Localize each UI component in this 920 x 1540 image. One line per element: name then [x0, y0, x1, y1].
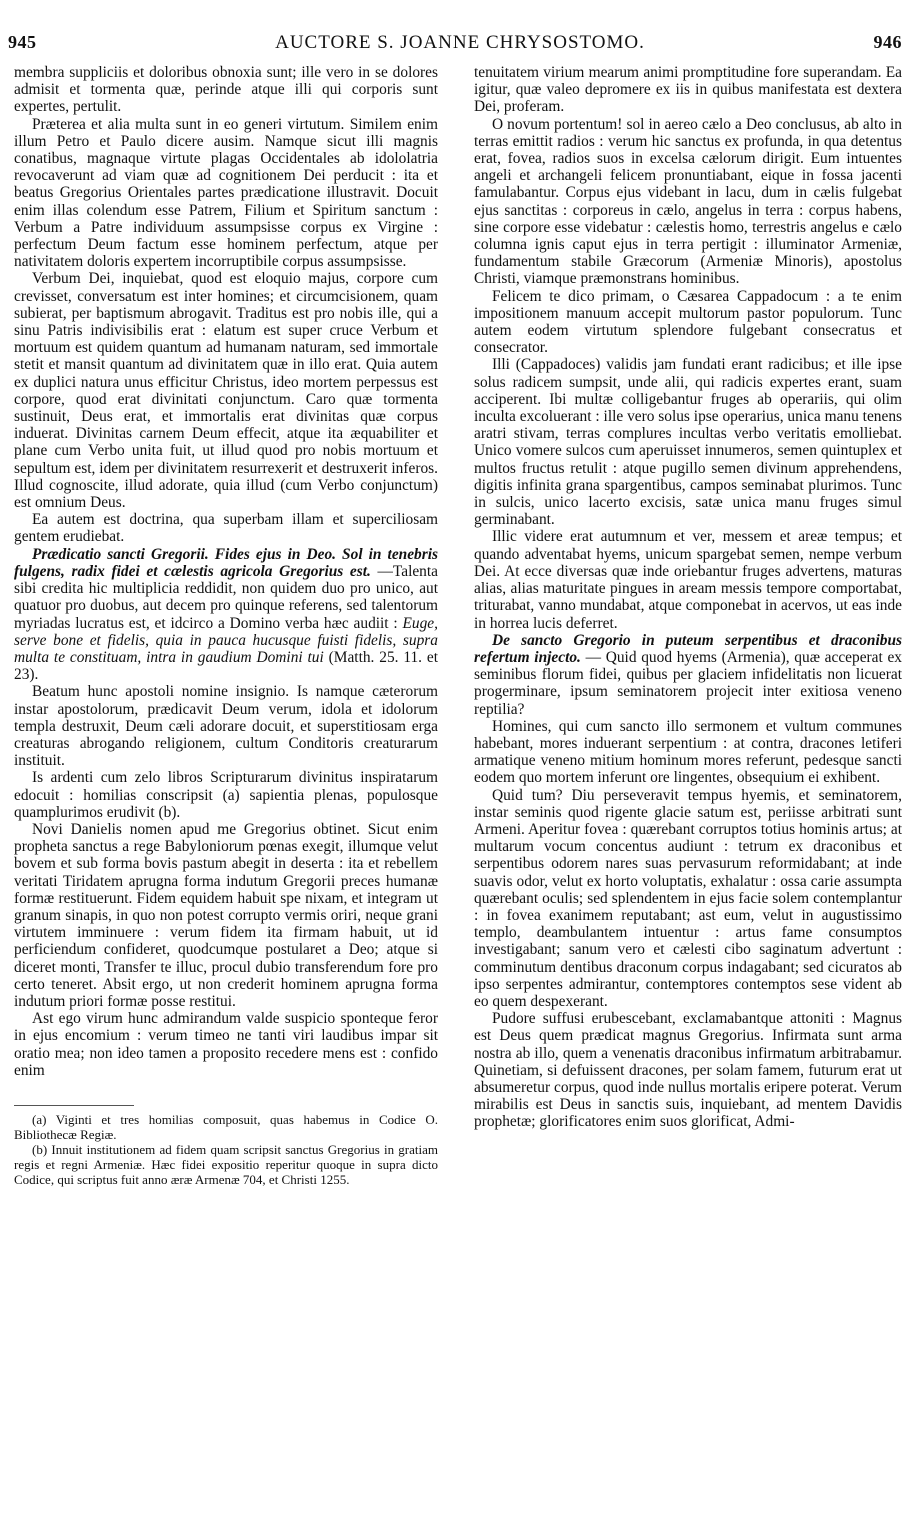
page-number-left: 945 [8, 32, 37, 52]
footnote-a: (a) Viginti et tres homilias composuit, quas habemus in Codice O. Bibliothecæ Regiæ. [14, 1111, 438, 1142]
paragraph: Is ardenti cum zelo libros Scripturarum divinitus inspiratarum edocuit : homilias conscripsit (a) sapientia plenas, populosque quamplurimos erudivit (b). [14, 769, 438, 821]
paragraph: tenuitatem virium mearum animi promptitudine fore superandam. Ea igitur, quæ valeo depromere ex iis in quibus manifestata est dextera Dei, proferam. [474, 64, 902, 116]
paragraph: Ast ego virum hunc admirandum valde suspicio sponteque feror in ejus encomium : verum timeo ne tanti viri laudibus impar sit oratio mea; non ideo tamen a proposito recedere mens est : confido enim [14, 1010, 438, 1079]
running-title: AUCTORE S. JOANNE CHRYSOSTOMO. [275, 32, 645, 53]
paragraph: Illi (Cappadoces) validis jam fundati erant radicibus; et ille ipse solus radicem sumpsit, unde alii, qui radicis expertes erant, suam acciperent. Ibi multæ colligebantur fruges ab operariis, qui olim inculta excoluerant : ille vero solus ipse operarius, unica manu tenens aratri stivam, terras complures incultas verbo veritatis emolliebat. Unico vomere sulcos cum aperuisset innumeros, semen quintuplex et multos fructus retulit : atque pugillo semen divinum apprehendens, digitis infinita grana spargentibus, campos seminabat plurimos. Tunc in sulcis, unico lacerto excisis, satæ unica manu fruges simul germinabant. [474, 356, 902, 529]
page-number-right: 946 [873, 32, 902, 52]
paragraph: O novum portentum! sol in aereo cælo a Deo conclusus, ab alto in terras emittit radios : verum hic sanctus ex profunda, in qua detentus erat, fovea, radios suos in excelsa cælorum dirigit. Eum intuentes angeli et archangeli felicem pronuntiabant, eique in fossa jacenti famulabantur. Corpus ejus videbant in lacu, dum in cælis fulgebat ejus sanctitas : corporeus in cælo, angelus in terra : corpus habens, sine corpore esse videbatur : cælestis homo, terrestris angelus e cælo columna ignis caput ejus in terra pertigit : illuminator Armeniæ, fundamentum stabile Græcorum (Armeniæ Minoris), apostolus Christi, viamque præmonstrans hominibus. [474, 115, 902, 288]
left-column [14, 64, 438, 1534]
paragraph: Homines, qui cum sancto illo sermonem et vultum communes habebant, mores induerant serpentium : at contra, dracones letiferi armatique veneno mitium hominum mores referunt, pedesque sancti eodem quo mortem inferunt ore lingentes, obsequium ei exhibent. [474, 717, 902, 787]
section-rubric: Prædicatio sancti Gregorii. Fides ejus in Deo. Sol in tenebris fulgens, radix fidei et cælestis agricola Gregorius est. [14, 545, 438, 580]
footnote-b: (b) Innuit institutionem ad fidem quam scripsit sanctus Gregorius in gratiam regis et regni Armeniæ. Hæc fidei expositio reperitur quoque in supra dicto Codice, qui scriptus fuit anno æræ Armenæ 704, et Christi 1255. [14, 1141, 438, 1187]
paragraph-with-rubric [14, 546, 438, 684]
scripture-reference: (Matth. 25. 11. et 23). [14, 648, 438, 684]
paragraph: membra suppliciis et doloribus obnoxia sunt; ille vero in se dolores admisit et tormenta quæ, perinde atque illi qui corporis sunt expertes, pertulit. [14, 64, 438, 116]
paragraph: Verbum Dei, inquiebat, quod est eloquio majus, corpore cum crevisset, conversatum est inter homines; et circumcisionem, quam subierat, per baptismum abrogavit. Traditus est pro nobis ille, qui a sinu Patris indivisibilis erat : elatum est super cruce Verbum et mortuum est quidem quantum ad humanam naturam, sed immortale stetit et mansit quantum ad divinitatem quæ in illo erat. Quia autem ex duplici natura unus efficitur Christus, ideo mortem perpessus est corpore, quod erat divinitati conjunctum. Caro quæ tormenta sustinuit, Deus erat, et immortalis erat divinitas quæ corpus induerat. Divinitas carnem Deum effecit, atque ita æquabiliter et plane cum Verbo unita fuit, ut illud quod pro nobis mortuum et sepultum est, idem per divinitatem resurrexerit et destruxerit inferos. Illud cognoscite, illud adorate, quia illud (cum Verbo conjunctum) est omnium Deus. [14, 270, 438, 512]
paragraph: Præterea et alia multa sunt in eo generi virtutum. Similem enim illum Petro et Paulo dicere ausim. Namque sicut illi magnis conatibus, magnaque virtute plagas Occidentales ab idololatria revocaverunt ad viam quæ ad cognitionem Dei perducit : ita et beatus Gregorius Orientales partes prædicatione illustravit. Docuit enim illas colendum esse Patrem, Filium et Spiritum sanctum : Verbum a Patre individuum assumpsisse corpus ex Virgine : perfectum Deum factum esse hominem perfectum, atque per nativitatem doloris expertem incorruptibile corpus assumpsisse. [14, 115, 438, 271]
right-column [474, 64, 902, 1534]
paragraph: Pudore suffusi erubescebant, exclamabantque attoniti : Magnus est Deus quem prædicat magnus Gregorius. Infirmata sunt arma nostra ab illo, quem a venenatis draconibus infirmatum arbitrabamur. Quinetiam, si defuissent dracones, per solam famem, futurum erat ut absumeretur corpus, quod inde nullus mortalis eripere poterat. Verum mirabilis est Deus in sanctis suis, inquiebant, ad mentem Davidis prophetæ; glorificatores enim suos glorificat, Admi- [474, 1010, 902, 1131]
paragraph-with-rubric [474, 632, 902, 718]
paragraph: Quid tum? Diu perseveravit tempus hyemis, et seminatorem, instar seminis quod rigente glacie satum est, periisse arbitrati sunt Armeni. Aperitur fovea : quærebant corruptos totius hominis artus; at multarum vocum concentus audiunt : tetrum ex draconibus et serpentibus odorem nares suas pervasurum reformidabant; at inde suavis odor, velut ex horto voluptatis, exhalatur : ossa carie assumpta quærebant oculis; sed splendentem in ejus facie solem contemplantur : in fovea exanimem reputabant; ast eum, velut in augustissimo templo, deambulantem intuentur : artus fame consumptos investigabant; sanum vero et cælesti cibo saginatum advertunt : comminutum dentibus draconum corpus indagabant; sed cicuratos ab ipso serpentes admirantur, contemptores contemptos sese vident ab eo quem despexerant. [474, 786, 902, 1010]
paragraph: Felicem te dico primam, o Cæsarea Cappadocum : a te enim impositionem manuum accepit multorum pastor populorum. Tunc autem eodem virtutum splendore fulgebant consecratus et consecrator. [474, 287, 902, 357]
paragraph-text: —Talenta sibi credita hic multiplicia reddidit, non quidem duo pro unico, aut quatuor pro duobus, aut decem pro quinque referens, sed talentorum myriadas lucratus est, et idcirco a Domino verba hæc audiit : [14, 562, 438, 632]
page-header [0, 0, 920, 56]
paragraph: Illic videre erat autumnum et ver, messem et areæ tempus; et quando adventabat hyems, unicum spargebat semen, nempe verbum Dei. At ecce diversas quæ inde oriebantur fruges advertens, maturas alias, alias maturitate pingues in aream messis tempore comportabat, triturabat, vanno mundabat, atque componebat in acervos, ut eas inde in horrea lucis deferret. [474, 528, 902, 632]
scripture-quote: Euge, serve bone et fidelis, quia in pauca hucusque fuisti fidelis, supra multa te constituam, intra in gaudium Domini tui [14, 614, 438, 666]
footnote-divider [14, 1105, 134, 1106]
section-rubric: De sancto Gregorio in puteum serpentibus et draconibus refertum injecto. [474, 631, 902, 666]
paragraph: Ea autem est doctrina, qua superbam illam et superciliosam gentem erudiebat. [14, 511, 438, 546]
paragraph: Beatum hunc apostoli nomine insignio. Is namque cæterorum instar apostolorum, prædicavit Deum verum, idola et idolorum templa destruxit, Deum cæli adorare docuit, et superstitiosam erga creaturas abrogando religionem, cultum Conditoris creaturarum instituit. [14, 683, 438, 770]
paragraph: Novi Danielis nomen apud me Gregorius obtinet. Sicut enim propheta sanctus a rege Babyloniorum pœnas exegit, illumque velut bovem et sub forma bovis pastum abegit in deserta : ita et rebellem veritati Tiridatem aprugna forma indutum Gregorii preces humanæ formæ restituerunt. Fidem equidem habuit spe nixam, et integram ut granum sinapis, in quo non potest corrupto vermis oriri, neque grani virtutem imminuere : verum fidem ita firmam habuit, ut id perficiendum confideret, quodcumque postularet a Deo; atque si diceret monti, Transfer te illuc, procul dubio transferendum fore pro certo teneret. Absit ergo, ut non crederit hominem aprugna forma indutum priori formæ posse restitui. [14, 820, 438, 1010]
paragraph-text: — Quid quod hyems (Armenia), quæ acceperat ex seminibus florum fidei, quibus per glaciem infidelitatis non licuerat progerminare, ipsum seminatorem projecit inter exitiosa veneno reptilia? [474, 648, 902, 718]
